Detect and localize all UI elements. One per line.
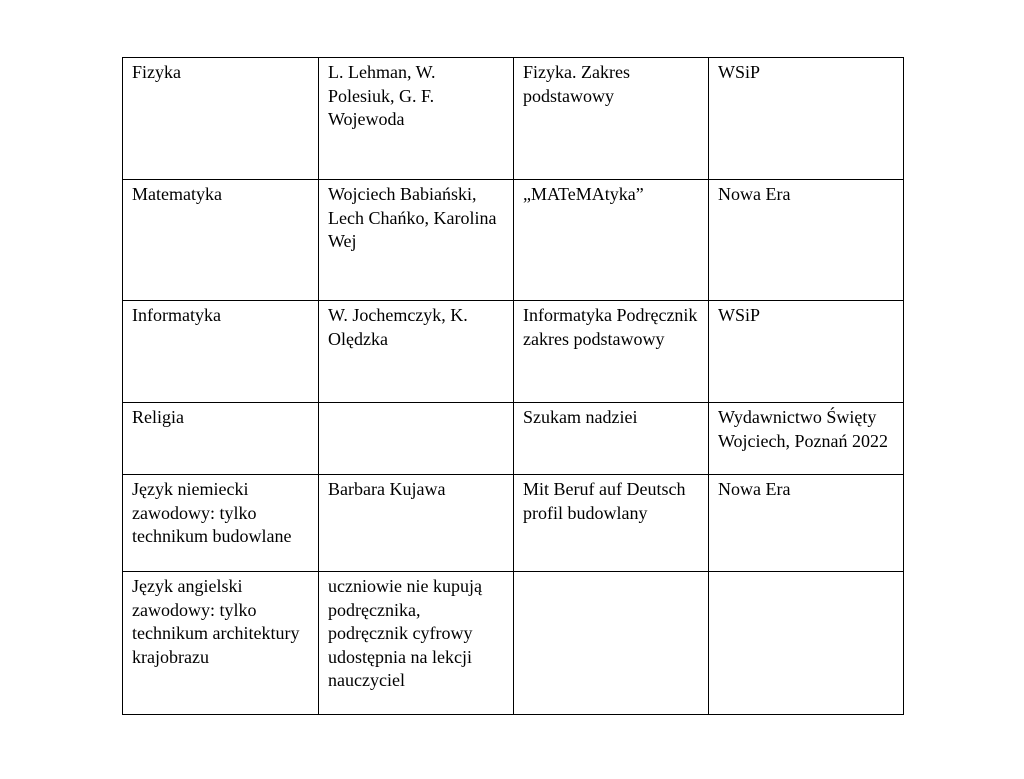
table-row (123, 58, 904, 180)
table-row (123, 180, 904, 301)
subject-text: Matematyka (132, 184, 222, 204)
publisher-cell (709, 475, 904, 572)
textbook-table (122, 57, 904, 715)
authors-cell (319, 572, 514, 715)
publisher-cell (709, 180, 904, 301)
subject-text: Język niemiecki zawodowy: tylko technikum budowlane (132, 479, 292, 546)
authors-text: Barbara Kujawa (328, 479, 446, 499)
subject-text: Religia (132, 407, 184, 427)
publisher-cell (709, 572, 904, 715)
publisher-cell (709, 58, 904, 180)
table-row (123, 403, 904, 475)
subject-cell (123, 301, 319, 403)
title-text: „MATeMAtyka” (523, 184, 644, 204)
title-cell (514, 572, 709, 715)
publisher-text: WSiP (718, 305, 761, 325)
publisher-text: Wydawnictwo Święty Wojciech, Poznań 2022 (718, 407, 889, 451)
authors-cell (319, 180, 514, 301)
publisher-text: Nowa Era (718, 184, 791, 204)
authors-cell (319, 58, 514, 180)
authors-text: W. Jochemczyk, K. Olędzka (328, 305, 468, 349)
publisher-text: WSiP (718, 62, 761, 82)
title-text: Fizyka. Zakres podstawowy (523, 62, 630, 106)
subject-text: Fizyka (132, 62, 181, 82)
subject-cell (123, 403, 319, 475)
title-cell (514, 180, 709, 301)
authors-cell (319, 403, 514, 475)
authors-cell (319, 475, 514, 572)
title-cell (514, 475, 709, 572)
title-cell (514, 58, 709, 180)
title-cell (514, 301, 709, 403)
authors-text: Wojciech Babiański, Lech Chańko, Karolina Wej (328, 184, 497, 251)
subject-cell (123, 475, 319, 572)
title-text: Informatyka Podręcznik zakres podstawowy (523, 305, 698, 349)
subject-text: Język angielski zawodowy: tylko technikum architektury krajobrazu (132, 576, 300, 667)
title-text: Szukam nadziei (523, 407, 638, 427)
publisher-cell (709, 403, 904, 475)
publisher-cell (709, 301, 904, 403)
table-row (123, 475, 904, 572)
subject-cell (123, 58, 319, 180)
title-cell (514, 403, 709, 475)
table-row (123, 301, 904, 403)
subject-cell (123, 572, 319, 715)
publisher-text: Nowa Era (718, 479, 791, 499)
subject-cell (123, 180, 319, 301)
table-row (123, 572, 904, 715)
authors-text: uczniowie nie kupują podręcznika, podręcznik cyfrowy udostępnia na lekcji nauczyciel (328, 576, 482, 690)
subject-text: Informatyka (132, 305, 221, 325)
authors-cell (319, 301, 514, 403)
title-text: Mit Beruf auf Deutsch profil budowlany (523, 479, 686, 523)
authors-text: L. Lehman, W. Polesiuk, G. F. Wojewoda (328, 62, 436, 129)
